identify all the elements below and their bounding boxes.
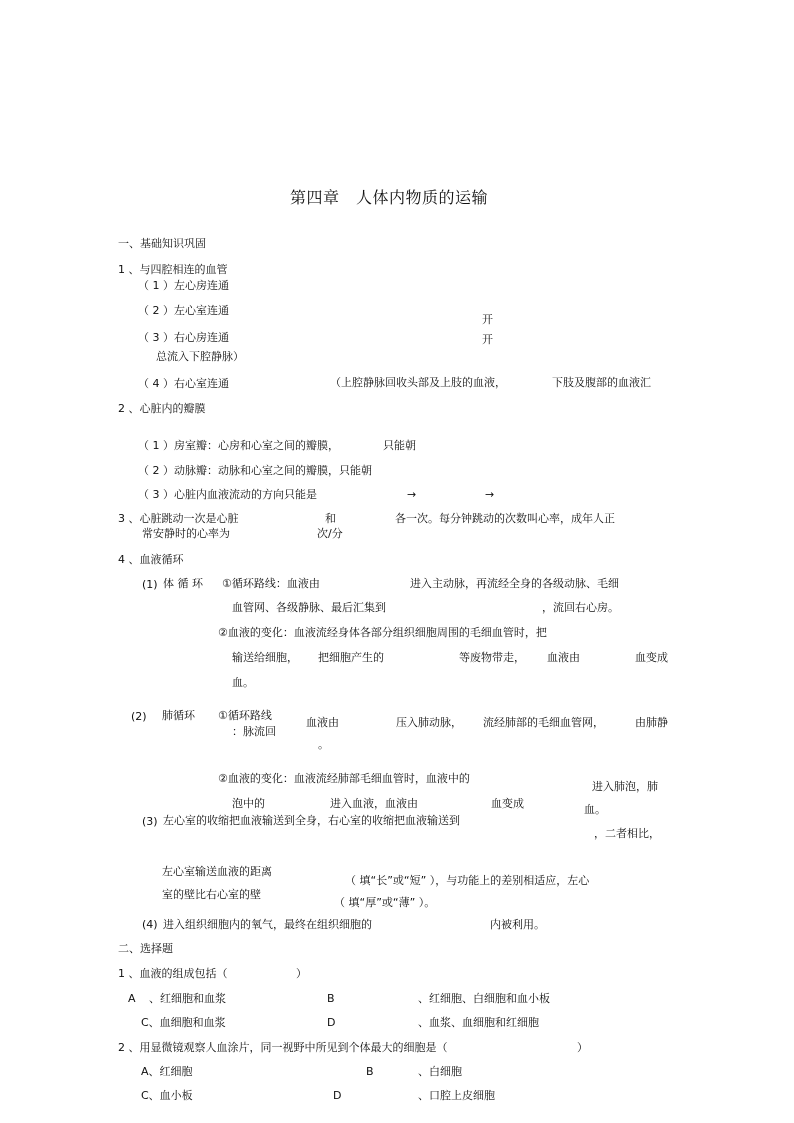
q4-s4-text-a: 进入组织细胞内的氧气，最终在组织细胞的	[163, 918, 372, 931]
q4-s3-text-d: （ 填“长”或“短” ），与功能上的差别相适应，左心	[345, 874, 590, 887]
q4-s1-change-b: 输送给细胞，	[232, 651, 298, 664]
mc2-option-b: 、白细胞	[418, 1065, 462, 1078]
section-heading-choice: 二、选择题	[118, 942, 173, 955]
arrow-icon-2: →	[485, 488, 495, 501]
section-heading-basics: 一、基础知识巩固	[118, 237, 206, 250]
q4-s1-route-c: 血管网、各级静脉、最后汇集到	[232, 601, 386, 614]
q4-s2-number: (2)	[131, 710, 147, 723]
q4-s1-change-c: 把细胞产生的	[318, 651, 384, 664]
mc1-option-d: 、血浆、血细胞和红细胞	[418, 1016, 539, 1029]
mc2-option-d-letter: D	[333, 1089, 342, 1102]
q4-s3-text-f: （ 填“厚”或“薄” ）。	[334, 896, 436, 909]
q1-item-2: （ 2 ）左心室连通	[138, 304, 229, 317]
mc1-option-a-letter: A	[128, 992, 136, 1005]
mc1-option-d-letter: D	[327, 1016, 336, 1029]
mc1-option-c: C、血细胞和血浆	[141, 1016, 226, 1029]
mc1-option-b: 、红细胞、白细胞和血小板	[418, 992, 550, 1005]
q4-s3-text-a: 左心室的收缩把血液输送到全身，右心室的收缩把血液输送到	[163, 814, 460, 827]
q1-item-4-right: 下肢及腹部的血液汇	[552, 376, 651, 389]
q3-part-a: 3 、心脏跳动一次是心脏	[118, 512, 239, 525]
q4-s1-number: (1)	[142, 578, 158, 591]
q3-part-c: 各一次。每分钟跳动的次数叫心率，成年人正	[395, 512, 615, 525]
q1-item-4: （ 4 ）右心室连通	[138, 377, 229, 390]
q4-s2-route-d: 压入肺动脉，	[396, 716, 462, 729]
q4-heading: 4 、血液循环	[118, 553, 184, 566]
q4-s2-route-c: 血液由	[306, 716, 339, 729]
q1-item-3-cont: 总流入下腔静脉）	[156, 350, 244, 363]
mc2-option-b-letter: B	[366, 1065, 374, 1078]
q4-s1-change-a: ②血液的变化：血液流经身体各部分组织细胞周围的毛细血管时，把	[218, 626, 547, 639]
q4-s2-route-f: 由肺静	[635, 716, 668, 729]
q2-item-1: （ 1 ）房室瓣：心房和心室之间的瓣膜，	[138, 439, 339, 452]
page-title: 第四章 人体内物质的运输	[290, 188, 489, 207]
mc1-option-a: 、红细胞和血浆	[149, 992, 226, 1005]
q2-item-3: （ 3 ）心脏内血液流动的方向只能是	[138, 488, 317, 501]
q4-s1-change-d: 等废物带走，	[459, 651, 525, 664]
q4-s1-change-e: 血液由	[547, 651, 580, 664]
q2-item-2: （ 2 ）动脉瓣：动脉和心室之间的瓣膜，只能朝	[138, 464, 372, 477]
q2-item-1-tail: 只能朝	[383, 439, 416, 452]
q4-s1-route-d: ，流回右心房。	[542, 601, 619, 614]
q4-s3-text-c: 左心室输送血液的距离	[162, 865, 272, 878]
q1-kai-2: 开	[482, 333, 493, 346]
arrow-icon-1: →	[407, 488, 417, 501]
mc2-stem-close: ）	[577, 1041, 588, 1054]
q4-s3-text-e: 室的壁比右心室的壁	[162, 888, 261, 901]
q4-s2-change-e: 血变成	[491, 797, 524, 810]
q4-s2-name: 肺循环	[162, 709, 195, 722]
q1-kai-1: 开	[482, 313, 493, 326]
q4-s2-route-a: ①循环路线	[218, 709, 272, 722]
q1-item-4-middle: （上腔静脉回收头部及上肢的血液，	[330, 376, 506, 389]
mc2-option-d: 、口腔上皮细胞	[418, 1089, 495, 1102]
q3-part-d: 常安静时的心率为	[142, 527, 230, 540]
q4-s2-change-f: 血。	[584, 803, 606, 816]
q4-s1-name: 体 循 环	[163, 577, 203, 590]
q2-heading: 2 、心脏内的瓣膜	[118, 402, 206, 415]
q4-s4-text-b: 内被利用。	[490, 918, 545, 931]
q4-s2-change-a: ②血液的变化：血液流经肺部毛细血管时，血液中的	[218, 772, 470, 785]
q1-heading: 1 、与四腔相连的血管	[118, 263, 228, 276]
q3-part-e: 次/分	[317, 527, 343, 540]
q4-s4-number: (4)	[142, 918, 158, 931]
q1-item-3: （ 3 ）右心房连通	[138, 331, 229, 344]
mc2-option-a: A、红细胞	[141, 1065, 193, 1078]
q4-s1-route-a: ①循环路线：血液由	[222, 577, 320, 590]
q4-s3-text-b: ，二者相比，	[594, 827, 660, 840]
mc2-option-c: C、血小板	[141, 1089, 193, 1102]
q4-s2-change-b: 进入肺泡，肺	[592, 780, 658, 793]
mc1-stem: 1 、血液的组成包括（	[118, 967, 228, 980]
q4-s1-change-g: 血。	[232, 676, 254, 689]
mc1-stem-close: ）	[296, 967, 307, 980]
q4-s2-route-e: 流经肺部的毛细血管网，	[483, 716, 604, 729]
q4-s2-change-c: 泡中的	[232, 797, 265, 810]
q4-s1-route-b: 进入主动脉，再流经全身的各级动脉、毛细	[410, 577, 619, 590]
mc1-option-b-letter: B	[327, 992, 335, 1005]
mc2-stem: 2 、用显微镜观察人血涂片，同一视野中所见到个体最大的细胞是（	[118, 1041, 448, 1054]
q4-s2-change-d: 进入血液，血液由	[330, 797, 418, 810]
q4-s2-route-g: 。	[318, 738, 329, 751]
q4-s1-change-f: 血变成	[635, 651, 668, 664]
q3-part-b: 和	[325, 512, 336, 525]
q4-s3-number: (3)	[142, 815, 158, 828]
q4-s2-route-b: ：脉流回	[232, 725, 276, 738]
q1-item-1: （ 1 ）左心房连通	[138, 279, 229, 292]
